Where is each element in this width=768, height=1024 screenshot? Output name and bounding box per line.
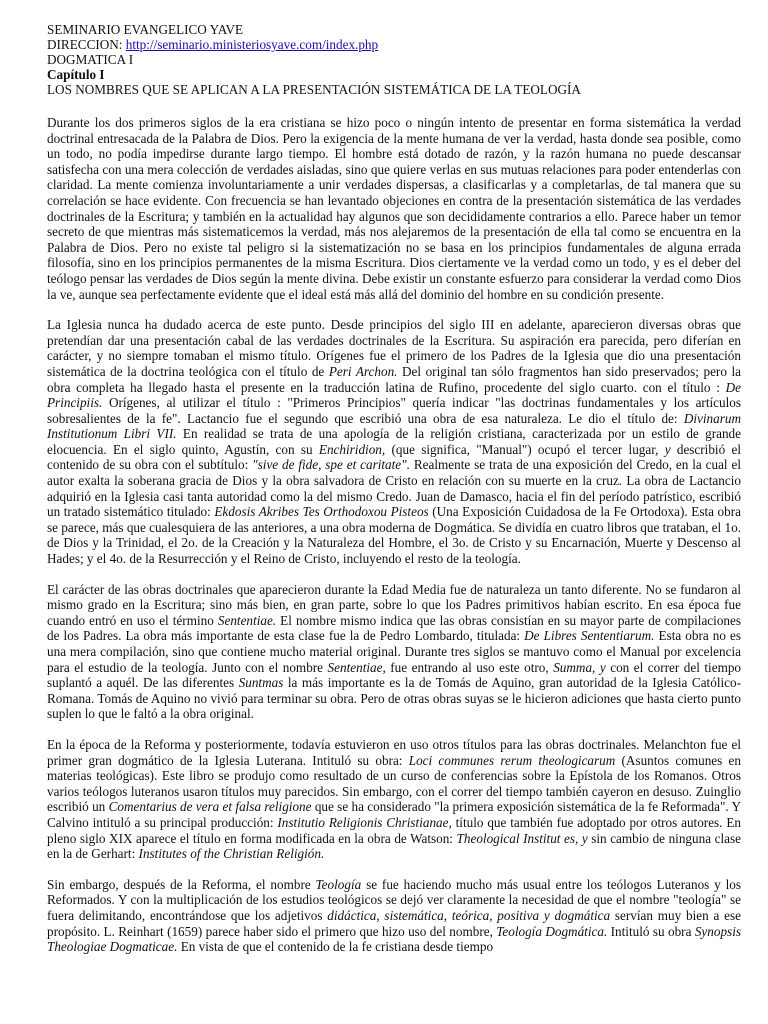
address-line <box>47 37 741 52</box>
seminary-name: SEMINARIO EVANGELICO YAVE <box>47 22 244 37</box>
paragraph-4: En la época de la Reforma y posteriormente, todavía estuvieron en uso otros títulos para las obras doctrinales. Melanchton fue el primer gran dogmático de la Iglesia Luterana. Intituló su obra: Loci communes rerum theologicarum (Asuntos comunes en materias teológicas). Este libro se produjo como resultado de un curso de conferencias sobre la Epístola de los Romanos. Otros varios teólogos luteranos usaron títulos muy parecidos. Sin embargo, con el correr del tiempo también cayeron en desuso. Zuinglio escribió un Comentarius de vera et falsa religione que se ha considerado "la primera exposición sistemática de la fe Reformada". Y Calvino intituló a su principal producción: Institutio Religionis Christianae, título que también fue adoptado por otros autores. En pleno siglo XIX aparece el título en forma modificada en la obra de Watson: Theological Institut es, y sin cambio de ninguna clase en la de Gerhart: Institutes of the Christian Religión. <box>47 736 742 862</box>
chapter-label: Capítulo I <box>47 67 105 82</box>
address-label: DIRECCION: <box>47 37 123 52</box>
course-name: DOGMATICA I <box>47 52 134 67</box>
paragraph-5: Sin embargo, después de la Reforma, el nombre Teología se fue haciendo mucho más usual entre los teólogos Luteranos y los Reformados. Y con la multiplicación de los estudios teológicos se dejó ver claramente la necesidad de que el nombre "teología" se fuera delimitando, encontrándose que los adjetivos didáctica, sistemática, teórica, positiva y dogmática servían muy bien a ese propósito. L. Reinhart (1659) parece haber sido el primero que hizo uso del nombre, Teología Dogmática. Intituló su obra Synopsis Theologiae Dogmaticae. En vista de que el contenido de la fe cristiana desde tiempo <box>47 876 741 955</box>
chapter-title: LOS NOMBRES QUE SE APLICAN A LA PRESENTACIÓN SISTEMÁTICA DE LA TEOLOGÍA <box>47 82 581 97</box>
seminary-url-link[interactable]: http://seminario.ministeriosyave.com/index.php <box>125 37 379 52</box>
paragraph-2: La Iglesia nunca ha dudado acerca de este punto. Desde principios del siglo III en adelante, aparecieron diversas obras que pretendían dar una presentación cabal de las verdades doctrinales de la Escritura. Su aspiración era parecida, pero diferían en carácter, y no siempre tomaban el mismo título. Orígenes fue el primero de los Padres de la Iglesia que dio una presentación sistemática de la doctrina teológica con el título de Peri Archon. Del original tan sólo fragmentos han sido preservados; pero la obra completa ha llegado hasta el presente en la traducción latina de Rufino, procedente del siglo cuarto. con el título : De Principiis. Orígenes, al utilizar el título : "Primeros Principios" quería indicar "las doctrinas fundamentales y los artículos sobresalientes de la fe". Lactancio fue el segundo que escribió una obra de esa naturaleza. Le dio el título de: Divinarum Institutionum Libri VII. En realidad se trata de una apología de la religión cristiana, caracterizada por un estilo de grande elocuencia. En el siglo quinto, Agustín, con su Enchiridion, (que significa, "Manual") ocupó el tercer lugar, y describió el contenido de su obra con el subtítulo: "sive de fide, spe et caritate". Realmente se trata de una exposición del Credo, en la cual el autor exalta la soberana gracia de Dios y la obra salvadora de Cristo en relación con su muerte en la cruz. La obra de Lactancio adquirió en la Iglesia casi tanta autoridad como la del mismo Credo. Juan de Damasco, hacia el fin del período patrístico, escribió un tratado sistemático titulado: Ekdosis Akribes Tes Orthodoxou Pisteos (Una Exposición Cuidadosa de la Fe Ortodoxa). Esta obra se parece, más que cualesquiera de las anteriores, a una obra moderna de Dogmática. Se dividía en cuatro libros que trataban, el 1o. de Dios y la Trinidad, el 2o. de la Creación y la Naturaleza del Hombre, el 3o. de Cristo y su Encarnación, Muerte y Descenso al Hades; y el 4o. de la Resurrección y el Reino de Cristo, incluyendo el resto de la teología. <box>47 317 741 567</box>
paragraph-3: El carácter de las obras doctrinales que aparecieron durante la Edad Media fue de naturaleza un tanto diferente. No se fundaron al mismo grado en la Escritura; sino más bien, en gran parte, sobre lo que los Padres primitivos habían escrito. En esa época fue cuando entró en uso el término Sententiae. El nombre mismo indica que las obras consistían en su mayor parte de compilaciones de los Padres. La obra más importante de esta clase fue la de Pedro Lombardo, titulada: De Libres Sententiarum. Esta obra no es una mera compilación, sino que contiene mucho material original. Durante tres siglos se mantuvo como el Manual por excelencia para el estudio de la teología. Junto con el nombre Sententiae, fue entrando al uso este otro, Summa, y con el correr del tiempo suplantó a aquél. De las diferentes Suntmas la más importante es la de Tomás de Aquino, gran autoridad de la Iglesia Católico-Romana. Tomás de Aquino no vivió para terminar su obra. Pero de otras obras suyas se le hicieron adiciones que hasta cierto punto suplen lo que le faltó a la obra original. <box>47 581 742 722</box>
paragraph-1: Durante los dos primeros siglos de la era cristiana se hizo poco o ningún intento de presentar en forma sistemática la verdad doctrinal entresacada de la Palabra de Dios. Pero la exigencia de la mente humana de ver la verdad, hasta donde sea posible, como un todo, no podía impedirse durante largo tiempo. El hombre está dotado de razón, y la razón humana no puede descansar satisfecha con una mera colección de verdades aisladas, sino que quiere verlas en sus mutuas relaciones para poder entenderlas con claridad. La mente comienza involuntariamente a unir verdades dispersas, a clasificarlas y a completarlas, de tal manera que su correlación se hace evidente. Con frecuencia se han levantado objeciones en contra de la presentación sistemática de las verdades doctrinales de la Escritura; y también en la actualidad hay algunos que son decididamente contrarios a ello. Parece haber un temor secreto de que mientras más sistematicemos la verdad, más nos alejaremos de la presentación de ella tal como se encuentra en la Palabra de Dios. Pero no existe tal peligro si la sistematización no se basa en los principios fundamentales de alguna errada filosofía, sino en los principios permanentes de la misma Escritura. Dios ciertamente ve la verdad como un todo, y es el deber del teólogo pensar las verdades de Dios según la mente divina. Debe existir un constante esfuerzo para considerar la verdad como Dios la ve, aunque sea perfectamente evidente que el ideal está más allá del dominio del hombre en su condición presente. <box>47 115 741 302</box>
